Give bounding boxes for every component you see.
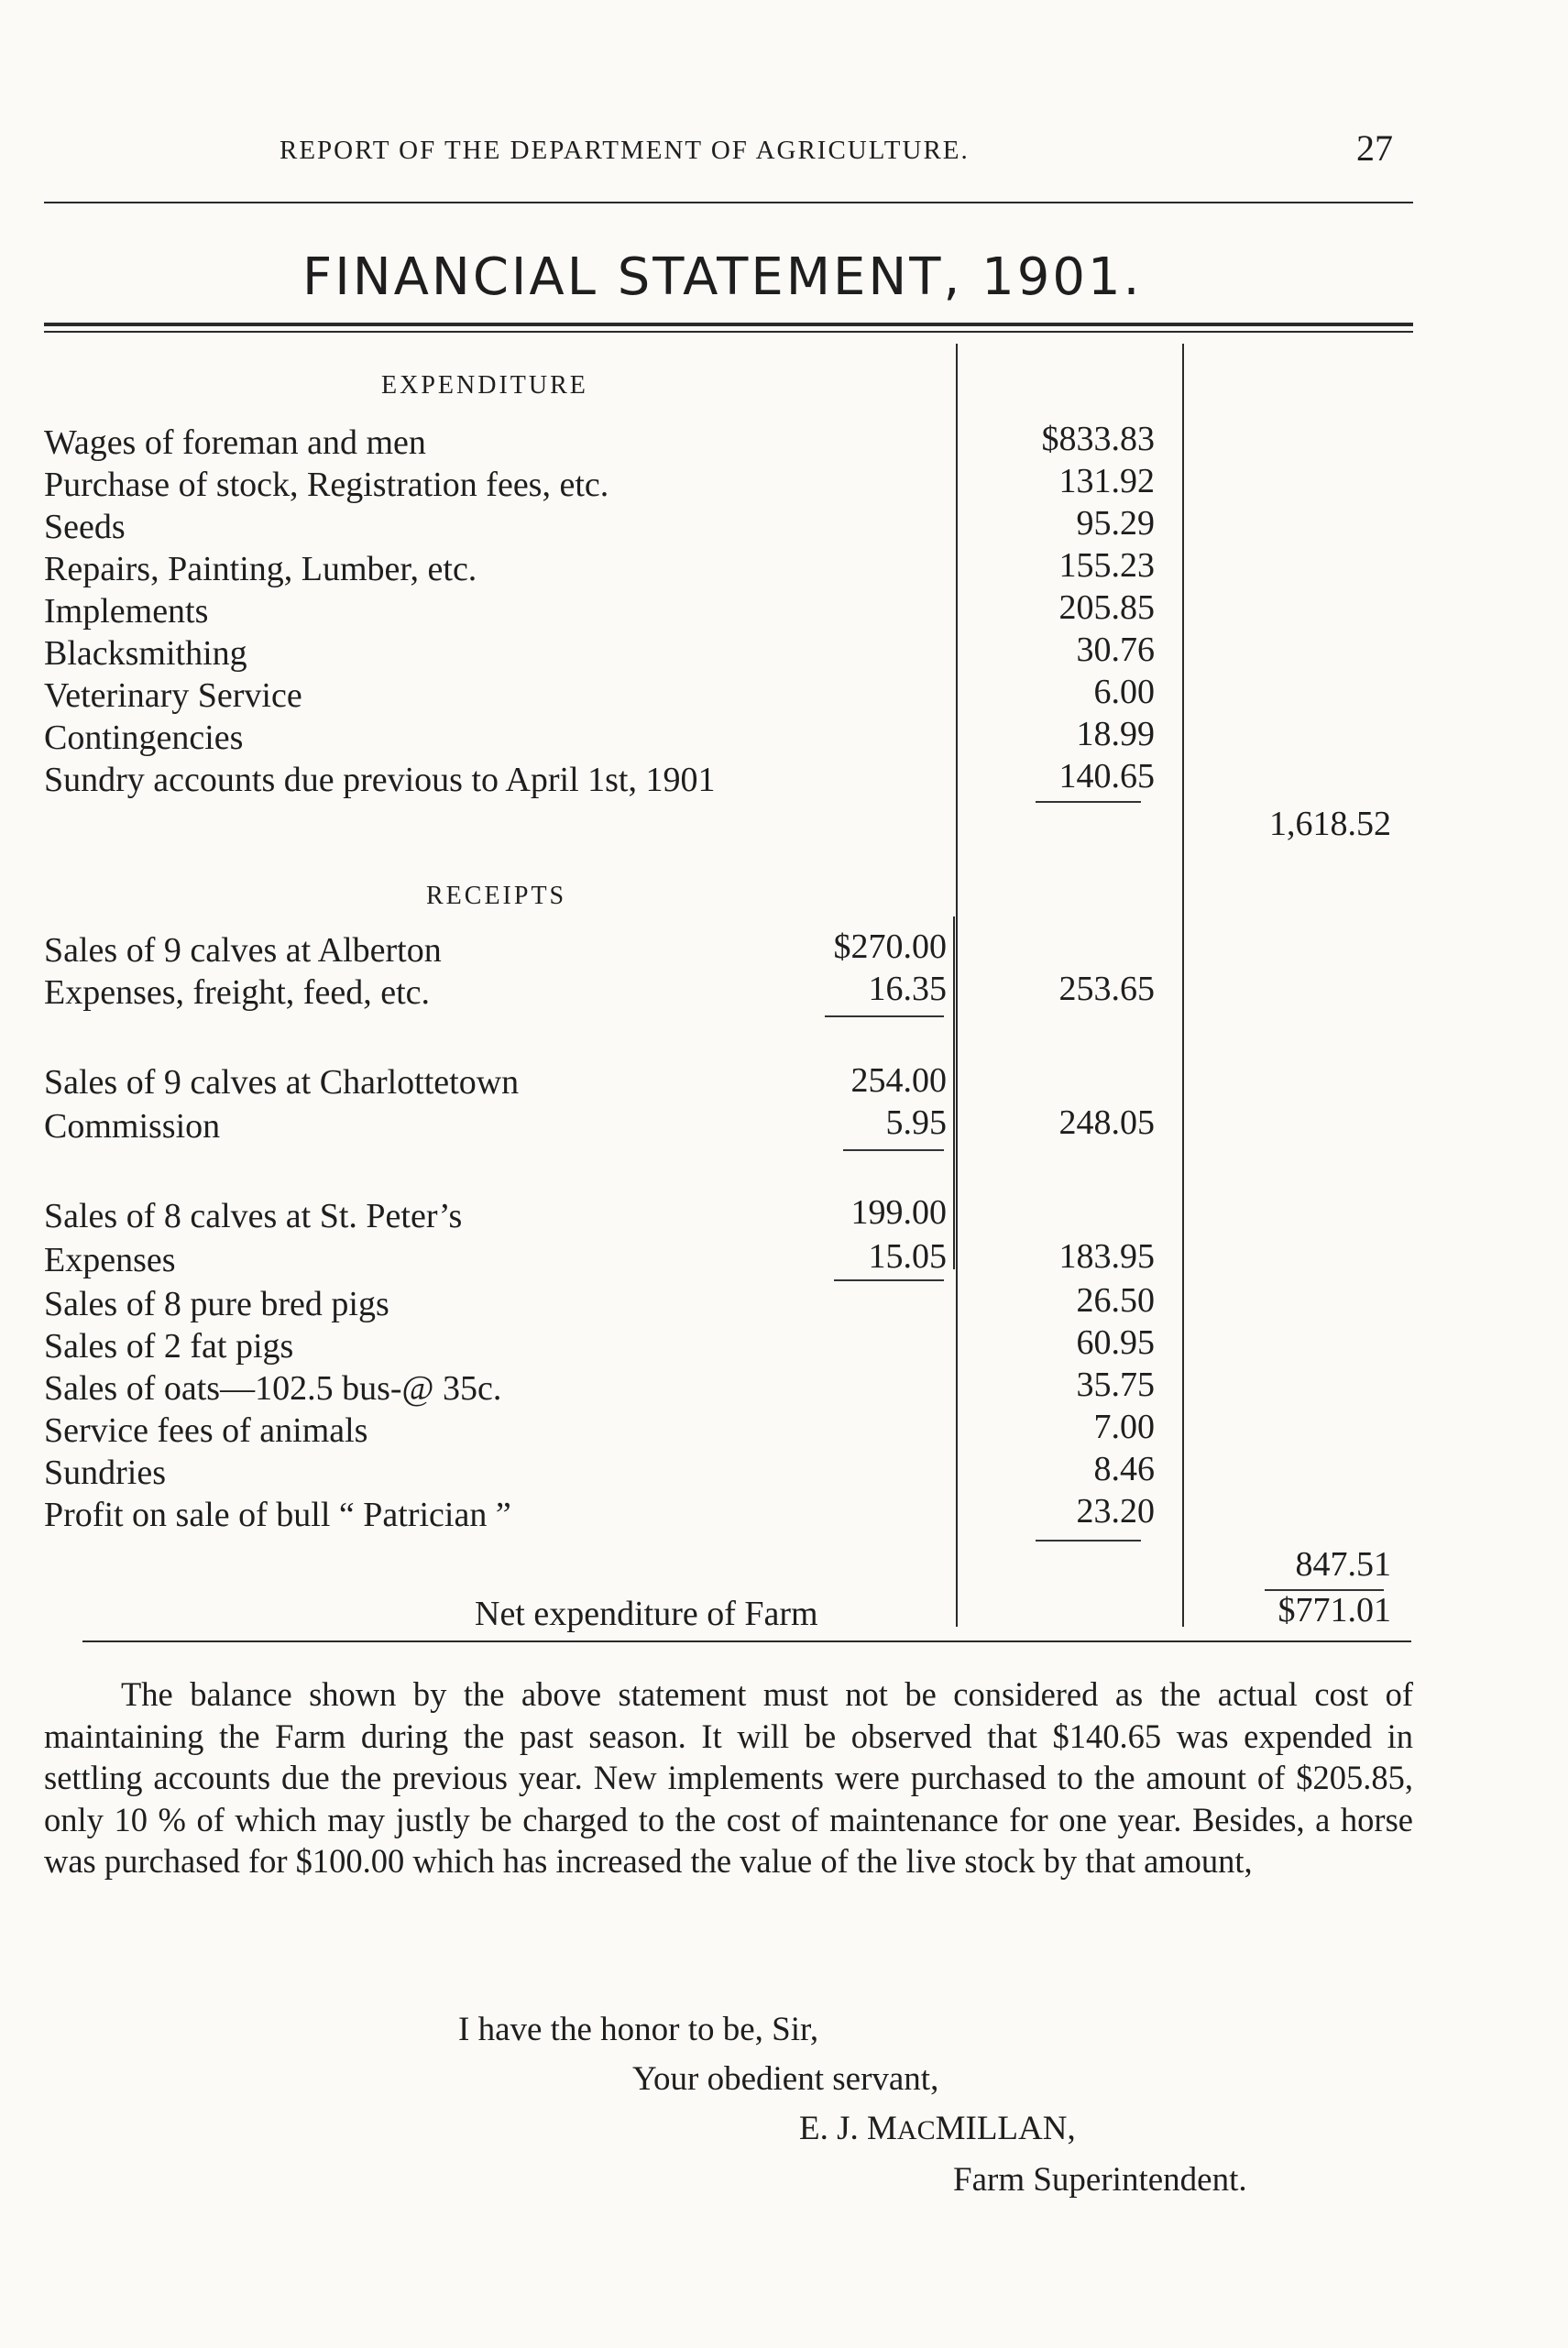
explanatory-paragraph bbox=[44, 1673, 1413, 1882]
net-expenditure-label: Net expenditure of Farm bbox=[475, 1595, 818, 1633]
expenditure-label: Seeds bbox=[44, 508, 126, 546]
closing-salutation: I have the honor to be, Sir, bbox=[458, 2011, 819, 2048]
receipt-less-amount: 16.35 bbox=[868, 970, 947, 1008]
expenditure-total: 1,618.52 bbox=[1269, 805, 1391, 843]
receipt-sale-label: Sales of 8 calves at St. Peter’s bbox=[44, 1197, 463, 1235]
expenditure-label: Veterinary Service bbox=[44, 676, 302, 715]
receipts-heading: RECEIPTS bbox=[426, 882, 567, 910]
receipt-sale-amount: $270.00 bbox=[833, 927, 947, 966]
receipt-label: Profit on sale of bull “ Patrician ” bbox=[44, 1496, 511, 1534]
expenditure-label: Repairs, Painting, Lumber, etc. bbox=[44, 550, 477, 588]
expenditure-amount: 140.65 bbox=[1058, 757, 1155, 795]
receipt-amount: 60.95 bbox=[1076, 1323, 1155, 1362]
signature-surname: MILLAN, bbox=[935, 2110, 1076, 2147]
expenditure-label: Blacksmithing bbox=[44, 634, 247, 673]
receipt-net-amount: 248.05 bbox=[1058, 1103, 1155, 1142]
receipt-label: Sales of 2 fat pigs bbox=[44, 1327, 294, 1366]
signatory-title: Farm Superintendent. bbox=[953, 2161, 1247, 2199]
receipt-sale-amount: 254.00 bbox=[850, 1061, 947, 1100]
receipt-net-amount: 253.65 bbox=[1058, 970, 1155, 1008]
expenditure-label: Contingencies bbox=[44, 719, 244, 757]
expenditure-amount: 205.85 bbox=[1058, 588, 1155, 627]
receipt-less-label: Expenses bbox=[44, 1241, 176, 1279]
receipt-sale-label: Sales of 9 calves at Alberton bbox=[44, 931, 442, 970]
expenditure-label: Wages of foreman and men bbox=[44, 423, 426, 462]
receipt-less-amount: 5.95 bbox=[885, 1103, 947, 1142]
header-rule bbox=[44, 202, 1413, 203]
expenditure-amount: 131.92 bbox=[1058, 462, 1155, 500]
expenditure-amount: 6.00 bbox=[1093, 673, 1155, 711]
receipt-amount: 7.00 bbox=[1093, 1408, 1155, 1446]
signature-small-caps: AC bbox=[896, 2115, 936, 2145]
expenditure-heading: EXPENDITURE bbox=[381, 371, 588, 400]
receipt-amount: 8.46 bbox=[1093, 1450, 1155, 1488]
net-expenditure-amount: $771.01 bbox=[1277, 1591, 1391, 1629]
expenditure-label: Purchase of stock, Registration fees, etc. bbox=[44, 466, 609, 504]
receipt-less-amount: 15.05 bbox=[868, 1237, 947, 1276]
table-bottom-rule bbox=[82, 1640, 1411, 1642]
title-rule-bottom bbox=[44, 331, 1413, 333]
receipt-label: Sales of 8 pure bred pigs bbox=[44, 1285, 389, 1323]
signature-initials: E. J. M bbox=[799, 2110, 897, 2147]
receipt-label: Sundries bbox=[44, 1454, 166, 1492]
expenditure-amount: $833.83 bbox=[1041, 420, 1155, 458]
expenditure-label: Sundry accounts due previous to April 1st, 1901 bbox=[44, 761, 716, 799]
receipt-net-amount: 183.95 bbox=[1058, 1237, 1155, 1276]
signature bbox=[799, 2108, 1076, 2152]
receipt-label: Service fees of animals bbox=[44, 1411, 368, 1450]
receipt-sale-label: Sales of 9 calves at Charlottetown bbox=[44, 1063, 520, 1102]
receipt-sum-line bbox=[825, 1015, 944, 1017]
title-rule-top bbox=[44, 323, 1413, 326]
closing-servant: Your obedient servant, bbox=[632, 2060, 939, 2098]
receipt-amount: 23.20 bbox=[1076, 1492, 1155, 1531]
expenditure-amount: 18.99 bbox=[1076, 715, 1155, 753]
receipts-total: 847.51 bbox=[1295, 1545, 1391, 1584]
expenditure-sum-line bbox=[1036, 801, 1141, 803]
expenditure-amount: 30.76 bbox=[1076, 631, 1155, 669]
receipts-sum-line bbox=[1036, 1540, 1141, 1542]
page-number: 27 bbox=[1356, 127, 1393, 169]
receipt-amount: 35.75 bbox=[1076, 1366, 1155, 1404]
expenditure-amount: 155.23 bbox=[1058, 546, 1155, 585]
page-title: FINANCIAL STATEMENT, 1901. bbox=[302, 247, 1143, 307]
receipt-amount: 26.50 bbox=[1076, 1281, 1155, 1320]
receipt-less-label: Commission bbox=[44, 1107, 221, 1146]
expenditure-label: Implements bbox=[44, 592, 209, 631]
column-divider-right bbox=[1182, 344, 1184, 1627]
column-divider-left bbox=[956, 344, 958, 1627]
receipt-less-label: Expenses, freight, feed, etc. bbox=[44, 973, 430, 1012]
receipt-sum-line bbox=[834, 1279, 944, 1281]
running-header: REPORT OF THE DEPARTMENT OF AGRICULTURE. bbox=[280, 136, 970, 165]
receipt-sum-line bbox=[843, 1149, 944, 1151]
paragraph-text: The balance shown by the above statement must not be considered as the actual cost of maintaining the Farm during the past season. It will be observed that $140.65 was expended in settling accounts due the previous year. New implements were purchased to the amount of $205.85, only 10 % of which may justly be charged to the cost of maintenance for one year. Besides, a horse was purchased for $100.00 which has increased the value of the live stock by that amount, bbox=[44, 1675, 1413, 1880]
receipt-label: Sales of oats—102.5 bus-@ 35c. bbox=[44, 1369, 502, 1408]
expenditure-amount: 95.29 bbox=[1076, 504, 1155, 543]
receipt-sale-amount: 199.00 bbox=[850, 1193, 947, 1232]
sub-column-divider bbox=[953, 916, 955, 1269]
